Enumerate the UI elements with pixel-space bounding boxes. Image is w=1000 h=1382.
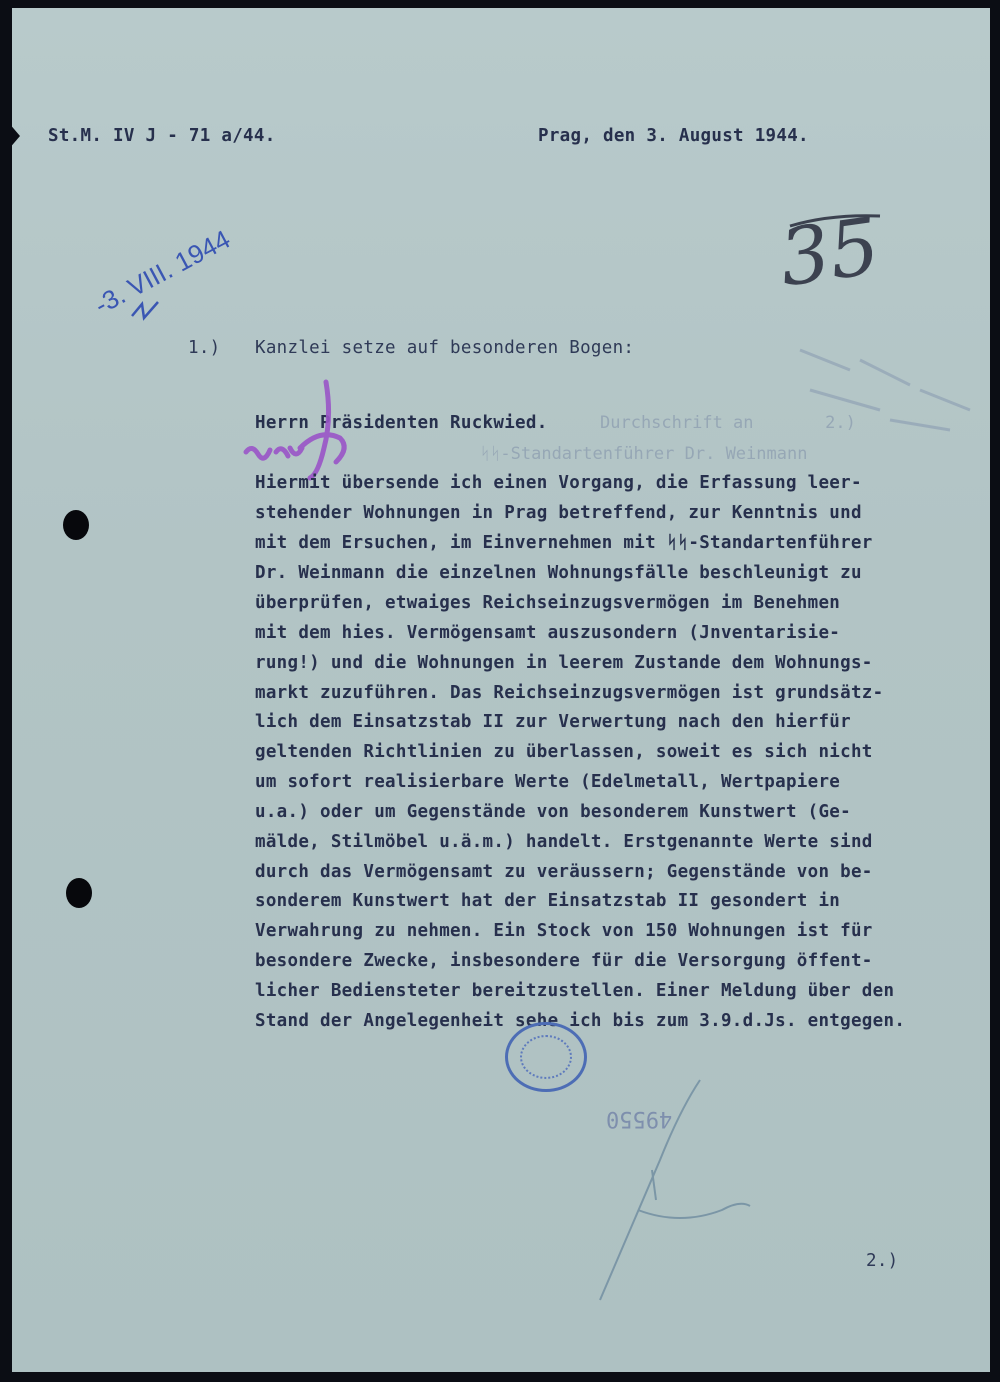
body-line: besondere Zwecke, insbesondere für die Versorgung öffent- [255,951,873,971]
body-line: markt zuzuführen. Das Reichseinzugsvermögen ist grundsätz- [255,683,884,703]
continuation-marker: 2.) [866,1251,899,1271]
body-line: überprüfen, etwaiges Reichseinzugsvermögen im Benehmen [255,593,841,613]
body-line: rung!) und die Wohnungen in leerem Zustande dem Wohnungs- [255,653,873,673]
show-through-text-2: ᛋᛋ-Standartenführer Dr. Weinmann [480,444,808,464]
body-line: Verwahrung zu nehmen. Ein Stock von 150 Wohnungen ist für [255,921,873,941]
body-line: Dr. Weinmann die einzelnen Wohnungsfälle beschleunigt zu [255,563,862,583]
show-through-text: Durchschrift an 2.) [600,413,856,433]
received-date-stamp: -3. VIII. 1944 [89,223,235,321]
pencil-signature-mark [590,1050,780,1310]
body-line: mit dem hies. Vermögensamt auszusondern (Jnventarisie- [255,623,841,643]
page-notch [8,122,20,150]
body-line: Stand der Angelegenheit sehe ich bis zum 3.9.d.Js. entgegen. [255,1011,906,1031]
place-date: Prag, den 3. August 1944. [538,126,809,146]
body-line: stehender Wohnungen in Prag betreffend, zur Kenntnis und [255,503,862,523]
body-line: Hiermit übersende ich einen Vorgang, die Erfassung leer- [255,473,862,493]
body-line: durch das Vermögensamt zu veräussern; Gegenstände von be- [255,862,873,882]
body-line: um sofort realisierbare Werte (Edelmetall, Wertpapiere [255,772,841,792]
addressee: Herrn Präsidenten Ruckwied. [255,413,548,433]
body-line: mälde, Stilmöbel u.ä.m.) handelt. Erstgenannte Werte sind [255,832,873,852]
handwritten-folio-number: 35 [774,201,886,305]
item-1-instruction: Kanzlei setze auf besonderen Bogen: [255,338,635,358]
violet-handwritten-initials [240,378,380,488]
body-line: sonderem Kunstwert hat der Einsatzstab II gesondert in [255,891,841,911]
body-line: licher Bediensteter bereitzustellen. Einer Meldung über den [255,981,895,1001]
show-through-number: 49550 [606,1106,673,1131]
folio-underline-stroke [780,208,890,238]
punch-hole-lower [66,878,92,908]
body-line: geltenden Richtlinien zu überlassen, soweit es sich nicht [255,742,873,762]
stamp-initial-mark [128,296,168,326]
reference-number: St.M. IV J - 71 a/44. [48,126,276,146]
round-office-seal [505,1022,587,1092]
punch-hole-upper [63,510,89,540]
body-line: u.a.) oder um Gegenstände von besonderem Kunstwert (Ge- [255,802,851,822]
body-line: mit dem Ersuchen, im Einvernehmen mit ᛋᛋ-Standartenführer [255,533,873,553]
item-1-number: 1.) [188,338,221,358]
body-line: lich dem Einsatzstab II zur Verwertung nach den hierfür [255,712,851,732]
